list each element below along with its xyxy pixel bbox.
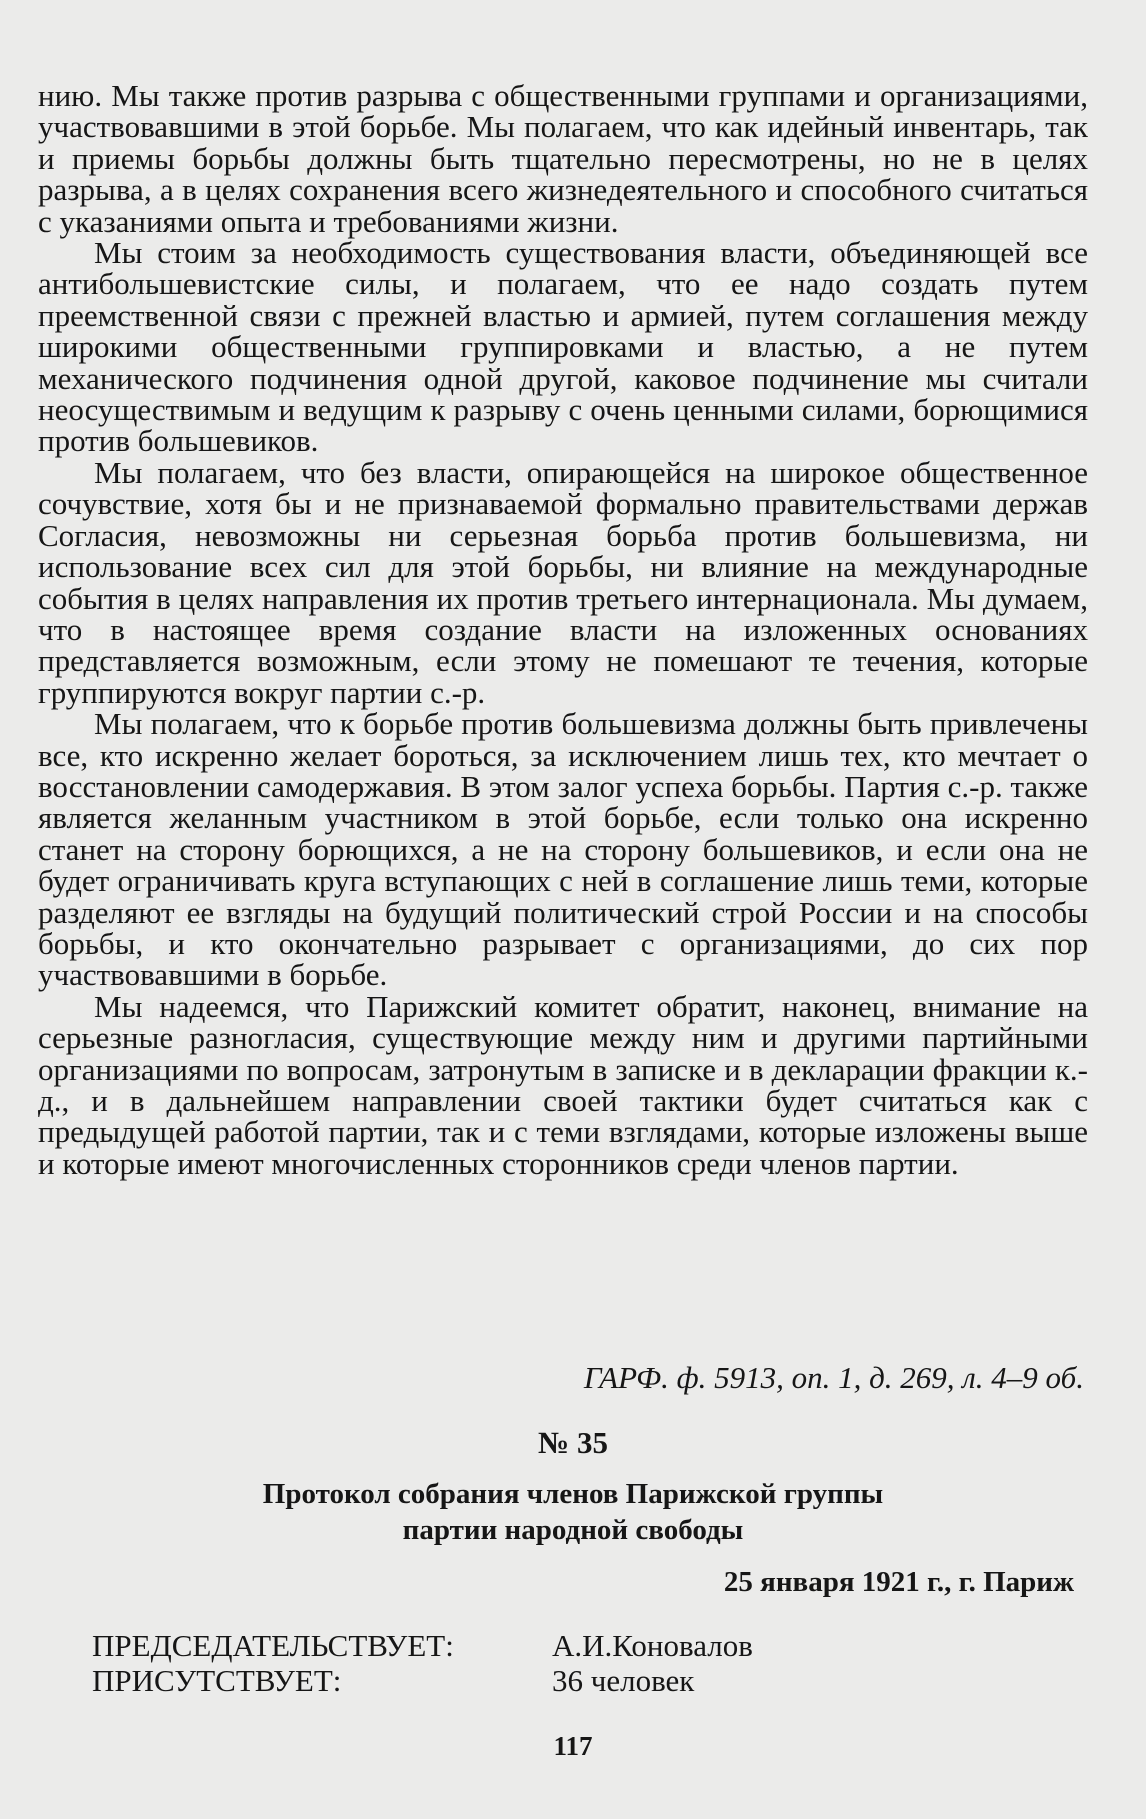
present-value: 36 человек [552, 1663, 695, 1698]
paragraph: Мы надеемся, что Парижский комитет обратит, наконец, внимание на серьезные разногласия, существующие между ним и другими партийными организациями по вопросам, затронутым в записке и в декларации фракции к.-д., и в дальнейшем направлении своей тактики будет считаться как с предыдущей работой партии, так и с теми взглядами, которые изложены выше и которые имеют многочисленных сторонников среди членов партии. [38, 988, 1088, 1181]
document-title-line: партии народной свободы [402, 1514, 744, 1546]
document-title-line: Протокол собрания членов Парижской группы [262, 1478, 884, 1510]
document-title [0, 1476, 1146, 1548]
chair-label: ПРЕДСЕДАТЕЛЬСТВУЕТ: [92, 1628, 454, 1663]
chair-row [92, 1628, 753, 1663]
paragraph: Мы стоим за необходимость существования власти, объединяющей все антибольшевистские силы, и полагаем, что ее надо создать путем преемственной связи с прежней властью и армией, путем соглашения между широкими общественными группировками и властью, а не путем механического подчинения одной другой, каковое подчинение мы считали неосуществимым и ведущим к разрыву с очень ценными силами, борющимися против большевиков. [38, 235, 1088, 459]
document-date-place: 25 января 1921 г., г. Париж [723, 1566, 1074, 1598]
document-number: № 35 [538, 1425, 608, 1460]
body-text [38, 80, 1088, 1179]
chair-value: А.И.Коновалов [552, 1628, 753, 1663]
paragraph: Мы полагаем, что без власти, опирающейся на широкое общественное сочувствие, хотя бы и не признаваемой формально правительствами держав Согласия, невозможны ни серьезная борьба против большевизма, ни использование всех сил для этой борьбы, ни влияние на международные события в целях направления их против третьего интернационала. Мы думаем, что в настоящее время создание власти на изложенных основаниях представляется возможным, если этому не помешают те течения, которые группируются вокруг партии с.-р. [38, 454, 1088, 710]
paragraph-continuation: нию. Мы также против разрыва с общественными группами и организациями, участвовавшими в этой борьбе. Мы полагаем, что как идейный инвентарь, так и приемы борьбы должны быть тщательно пересмотрены, но не в целях разрыва, а в целях сохранения всего жизнедеятельного и способного считаться с указаниями опыта и требованиями жизни. [38, 78, 1088, 239]
paragraph: Мы полагаем, что к борьбе против большевизма должны быть привлечены все, кто искренно желает бороться, за исключением лишь тех, кто мечтает о восстановлении самодержавия. В этом залог успеха борьбы. Партия с.-р. также является желанным участником в этой борьбе, если только она искренно станет на сторону борющихся, а не на сторону большевиков, и если она не будет ограничивать круга вступающих с ней в соглашение лишь теми, которые разделяют ее взгляды на будущий политический строй России и на способы борьбы, и кто окончательно разрывает с организациями, до сих пор участвовавшими в борьбе. [38, 706, 1088, 993]
present-label: ПРИСУТСТВУЕТ: [92, 1663, 342, 1698]
present-row [92, 1663, 753, 1698]
archive-reference: ГАРФ. ф. 5913, оп. 1, д. 269, л. 4–9 об. [583, 1360, 1084, 1395]
protocol-meta [92, 1628, 753, 1698]
page-number: 117 [553, 1731, 593, 1761]
